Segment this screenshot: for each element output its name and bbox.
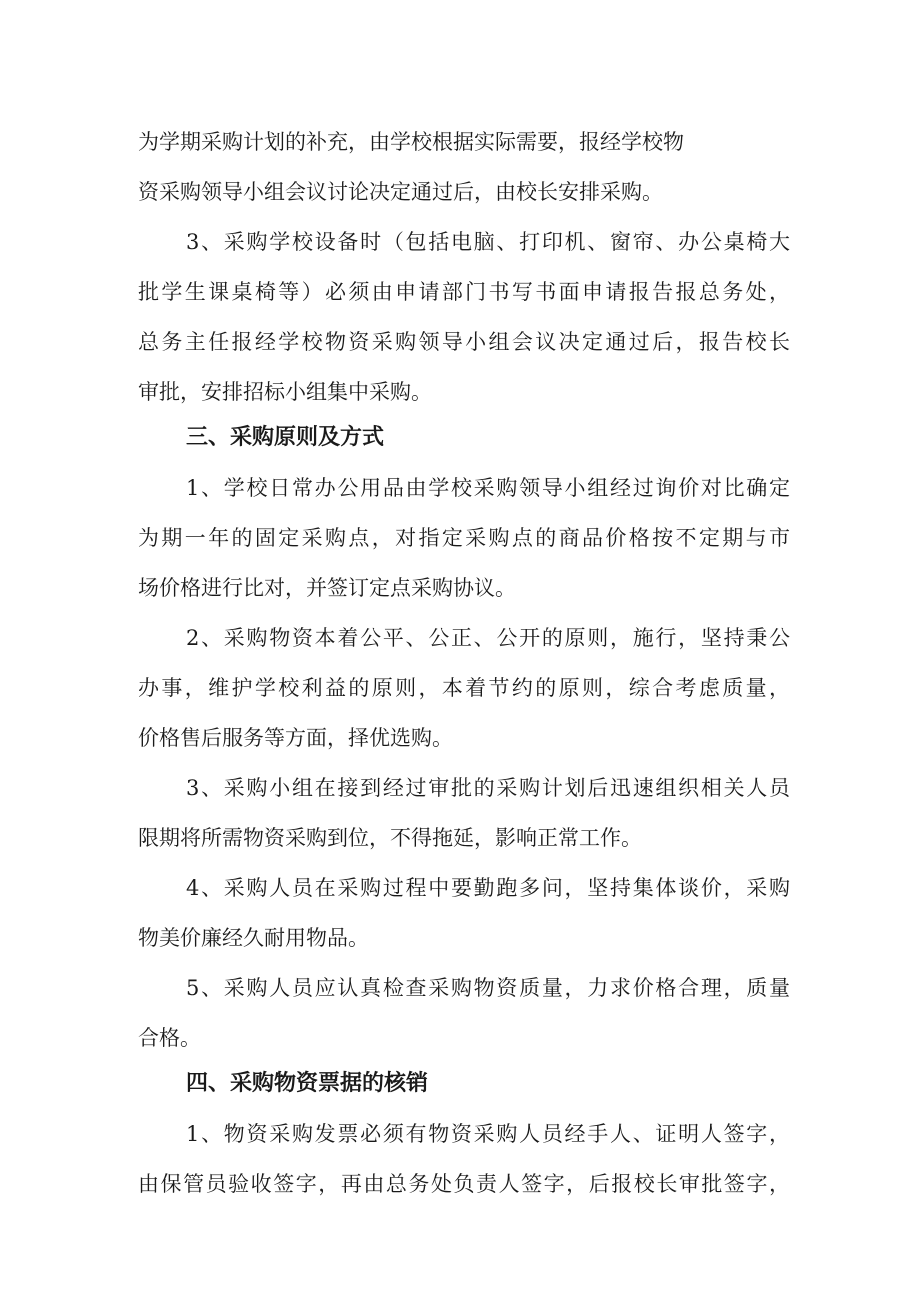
- section-heading: 三、采购原则及方式: [186, 425, 385, 450]
- paragraph-line: 1、物资采购发票必须有物资采购人员经手人、证明人签字，: [186, 1122, 790, 1146]
- paragraph-line: 5、采购人员应认真检查采购物资质量，力求价格合理，质量: [186, 976, 790, 1000]
- paragraph-line: 资采购领导小组会议讨论决定通过后，由校长安排采购。: [138, 180, 663, 204]
- paragraph-line: 4、采购人员在采购过程中要勤跑多问，坚持集体谈价，采购: [186, 876, 790, 900]
- paragraph-line: 办事，维护学校利益的原则，本着节约的原则，综合考虑质量，: [138, 676, 790, 700]
- paragraph-line: 场价格进行比对，并签订定点采购协议。: [138, 576, 516, 600]
- paragraph-line: 限期将所需物资采购到位，不得拖延，影响正常工作。: [138, 826, 642, 850]
- paragraph-line: 3、采购小组在接到经过审批的采购计划后迅速组织相关人员: [186, 776, 790, 800]
- paragraph-line: 物美价廉经久耐用物品。: [138, 926, 369, 950]
- paragraph-line: 总务主任报经学校物资采购领导小组会议决定通过后，报告校长: [138, 330, 790, 354]
- paragraph-line: 1、学校日常办公用品由学校采购领导小组经过询价对比确定: [186, 476, 790, 500]
- paragraph-line: 价格售后服务等方面，择优选购。: [138, 726, 453, 750]
- paragraph-line: 为学期采购计划的补充，由学校根据实际需要，报经学校物: [138, 130, 684, 154]
- paragraph-line: 为期一年的固定采购点，对指定采购点的商品价格按不定期与市: [138, 526, 790, 550]
- section-heading: 四、采购物资票据的核销: [186, 1071, 429, 1096]
- paragraph-line: 3、采购学校设备时（包括电脑、打印机、窗帘、办公桌椅大: [186, 230, 790, 254]
- paragraph-line: 审批，安排招标小组集中采购。: [138, 380, 432, 404]
- paragraph-line: 合格。: [138, 1026, 201, 1050]
- paragraph-line: 由保管员验收签字，再由总务处负责人签字，后报校长审批签字，: [138, 1172, 790, 1196]
- paragraph-line: 2、采购物资本着公平、公正、公开的原则，施行，坚持秉公: [186, 626, 790, 650]
- paragraph-line: 批学生课桌椅等）必须由申请部门书写书面申请报告报总务处，: [138, 280, 790, 304]
